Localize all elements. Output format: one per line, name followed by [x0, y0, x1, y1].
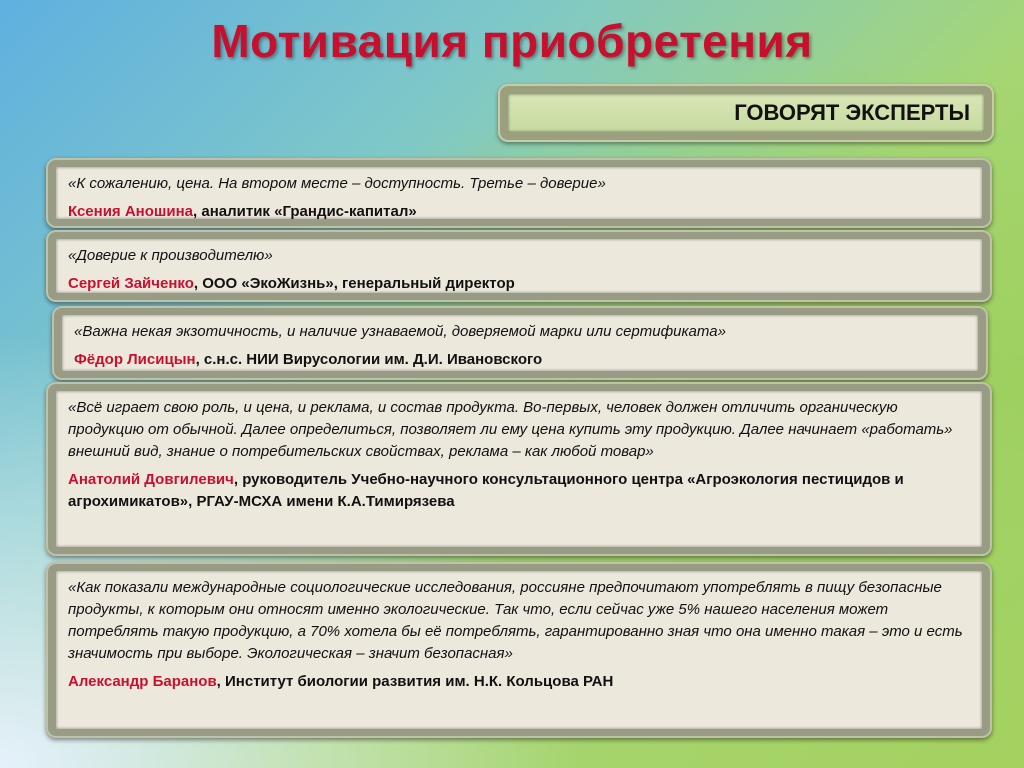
section-label: ГОВОРЯТ ЭКСПЕРТЫ [508, 94, 984, 132]
expert-attribution [68, 671, 970, 693]
expert-attribution [68, 273, 970, 295]
expert-attribution [68, 469, 970, 513]
expert-card-1 [46, 158, 992, 228]
expert-affiliation: , руководитель Учебно-научного консультационного центра «Агроэкология пестицидов и агрохимикатов», РГАУ-МСХА имени К.А.Тимирязева [68, 471, 904, 510]
expert-quote: «Всё играет свою роль, и цена, и реклама, и состав продукта. Во-первых, человек должен отличить органическую продукцию от обычной. Далее определиться, позволяет ли ему цена купить эту продукцию. Далее начинает «работать» внешний вид, знание о потребительских свойствах, реклама – как любой товар» [68, 399, 953, 460]
expert-quote: «Как показали международные социологические исследования, россияне предпочитают употреблять в пищу безопасные продукты, к которым они относят именно экологические. Так что, если сейчас уже 5% нашего населения может потреблять такую продукцию, а 70% хотела бы её потреблять, гарантированно зная что она именно такая – это и есть значимость при выборе. Экологическая – значит безопасная» [68, 579, 963, 662]
expert-name: Анатолий Довгилевич [68, 471, 234, 488]
expert-card-5 [46, 562, 992, 738]
expert-affiliation: , Институт биологии развития им. Н.К. Кольцова РАН [216, 673, 614, 690]
expert-card-4 [46, 382, 992, 556]
expert-attribution [74, 349, 966, 371]
expert-name: Александр Баранов [68, 673, 217, 690]
expert-affiliation: , ООО «ЭкоЖизнь», генеральный директор [193, 275, 515, 292]
expert-card-3 [52, 306, 988, 380]
slide-title: Мотивация приобретения [211, 15, 813, 67]
expert-quote: «К сожалению, цена. На втором месте – доступность. Третье – доверие» [68, 175, 606, 192]
expert-card-2 [46, 230, 992, 302]
expert-attribution [68, 201, 970, 223]
expert-name: Фёдор Лисицын [74, 351, 196, 368]
section-label-frame [498, 84, 994, 142]
expert-quote: «Важна некая экзотичность, и наличие узнаваемой, доверяемой марки или сертификата» [74, 323, 726, 340]
expert-name: Ксения Аношина [68, 203, 194, 220]
expert-affiliation: , аналитик «Грандис-капитал» [193, 203, 417, 220]
expert-quote: «Доверие к производителю» [68, 247, 273, 264]
expert-name: Сергей Зайченко [68, 275, 194, 292]
expert-affiliation: , с.н.с. НИИ Вирусологии им. Д.И. Ивановского [195, 351, 543, 368]
